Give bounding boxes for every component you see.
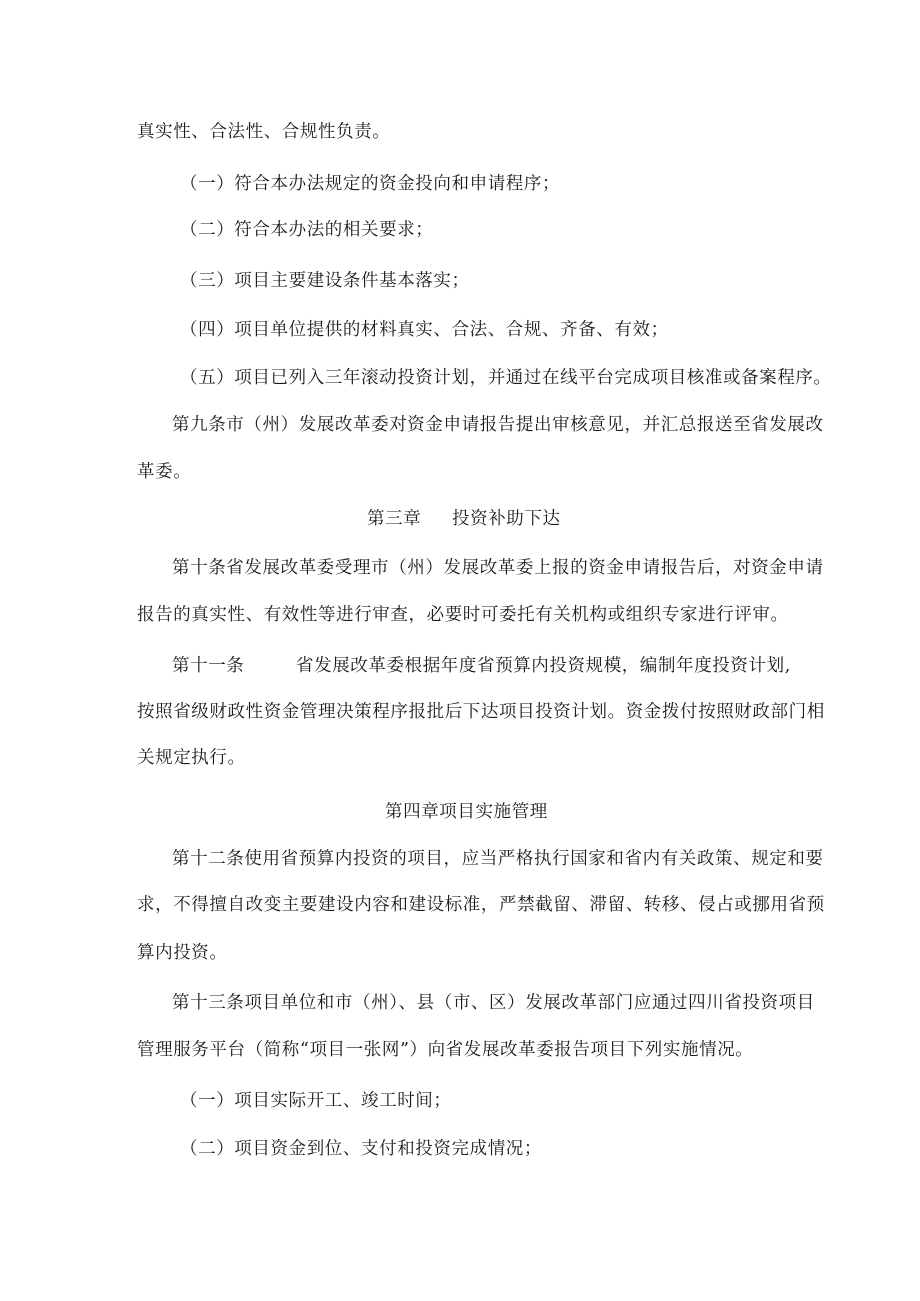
text-line-8: 革委。 [137,462,192,482]
text-line-15: 按照省级财政性资金管理决策程序报批后下达项目投资计划。资金拨付按照财政部门相 [137,702,825,722]
text-line-24: （二）项目资金到位、支付和投资完成情况； [180,1139,542,1159]
text-line-20: 算内投资。 [137,943,228,963]
text-line-7: 第九条市（州）发展改革委对资金申请报告提出审核意见，并汇总报送至省发展改 [172,415,824,435]
text-line-12: 报告的真实性、有效性等进行审查，必要时可委托有关机构或组织专家进行评审。 [137,605,789,625]
chapter-4-heading: 第四章项目实施管理 [385,802,548,822]
text-line-21: 第十三条项目单位和市（州）、县（市、区）发展改革部门应通过四川省投资项目 [172,993,815,1013]
text-line-1: 真实性、合法性、合规性负责。 [137,122,391,142]
text-line-11: 第十条省发展改革委受理市（州）发展改革委上报的资金申请报告后，对资金申请 [172,558,824,578]
text-line-5: （四）项目单位提供的材料真实、合法、合规、齐备、有效； [180,320,669,340]
text-line-3: （二）符合本办法的相关要求； [180,220,434,240]
text-line-22: 管理服务平台（简称“项目一张网”）向省发展改革委报告项目下列实施情况。 [137,1040,754,1060]
text-line-4: （三）项目主要建设条件基本落实； [180,271,470,291]
text-line-23: （一）项目实际开工、竣工时间； [180,1091,452,1111]
text-line-14: 省发展改革委根据年度省预算内投资规模，编制年度投资计划, [296,656,791,676]
text-line-2: （一）符合本办法规定的资金投向和申请程序； [180,174,561,194]
article-11-label: 第十一条 [172,656,245,676]
chapter-3-label: 第三章 [367,509,422,529]
text-line-16: 关规定执行。 [137,748,246,768]
chapter-3-title: 投资补助下达 [452,509,561,529]
text-line-6: （五）项目已列入三年滚动投资计划，并通过在线平台完成项目核准或备案程序。 [180,368,832,388]
text-line-18: 第十二条使用省预算内投资的项目，应当严格执行国家和省内有关政策、规定和要 [172,849,824,869]
text-line-19: 求，不得擅自改变主要建设内容和建设标准，严禁截留、滞留、转移、侵占或挪用省预 [137,895,825,915]
